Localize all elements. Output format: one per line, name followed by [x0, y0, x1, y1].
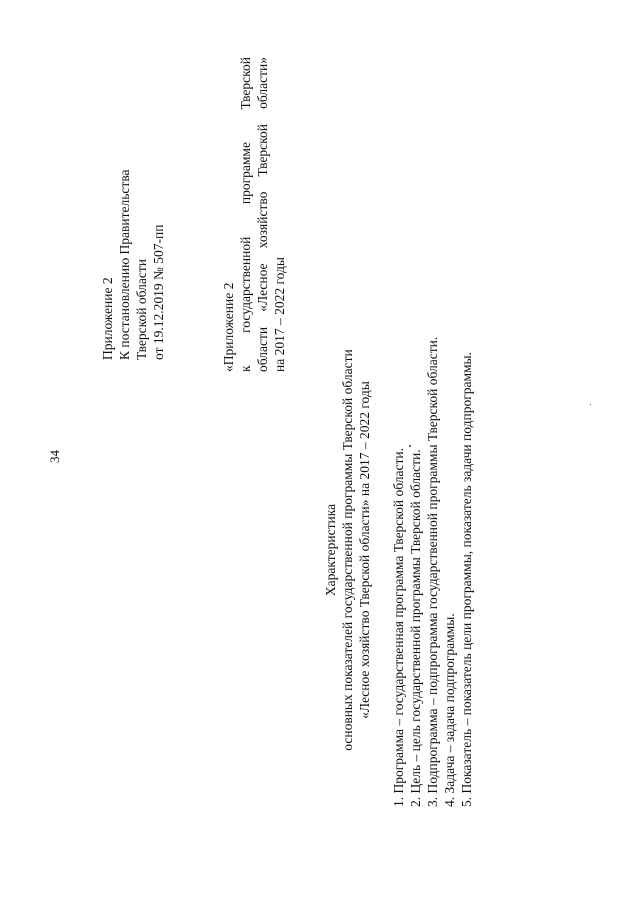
- appendix-ref-word: области: [255, 326, 270, 372]
- appendix-ref-line: «Приложение 2: [221, 282, 236, 372]
- appendix-ref-word: программе: [238, 142, 253, 205]
- appendix-ref-word: области»: [255, 57, 270, 109]
- title-line: Характеристика: [323, 503, 338, 597]
- appendix-ref-word: хозяйство: [255, 191, 270, 249]
- appendix-reference: [220, 57, 288, 372]
- definition-item: 5. Показатель – показатель цели программы, показатель задачи подпрограммы.: [459, 351, 474, 807]
- appendix-ref-word: к: [238, 365, 253, 372]
- appendix-ref-justified-line: [237, 57, 254, 372]
- document-title: [322, 290, 373, 810]
- appendix-ref-word: государственной: [238, 236, 253, 333]
- scan-speck: [409, 445, 411, 447]
- appendix-ref-line: на 2017 – 2022 годы: [272, 257, 287, 372]
- title-line: основных показателей государственной программы Тверской области: [340, 349, 355, 751]
- appendix-ref-justified-line: [254, 57, 271, 372]
- appendix-header-line: К постановлению Правительства: [117, 169, 132, 360]
- page-number: 34: [47, 450, 62, 463]
- appendix-ref-word: Тверской: [255, 124, 270, 177]
- definition-item: 2. Цель – цель государственной программы Тверской области.: [408, 449, 423, 807]
- appendix-header-line: от 19.12.2019 № 507-пп: [151, 224, 166, 360]
- appendix-header-line: Приложение 2: [100, 277, 115, 360]
- title-line: «Лесное хозяйство Тверской области» на 2017 – 2022 годы: [357, 381, 372, 719]
- appendix-ref-word: Тверской: [238, 57, 253, 110]
- definitions-list: [390, 337, 475, 807]
- definition-item: 3. Подпрограмма – подпрограмма государственной программы Тверской области.: [425, 336, 440, 807]
- appendix-header: [99, 169, 167, 360]
- appendix-header-line: Тверской области: [134, 259, 149, 360]
- scan-speck: [590, 404, 591, 405]
- appendix-ref-word: «Лесное: [255, 263, 270, 312]
- definition-item: 4. Задача – задача подпрограммы.: [442, 613, 457, 807]
- definition-item: 1. Программа – государственная программа Тверской области.: [391, 447, 406, 807]
